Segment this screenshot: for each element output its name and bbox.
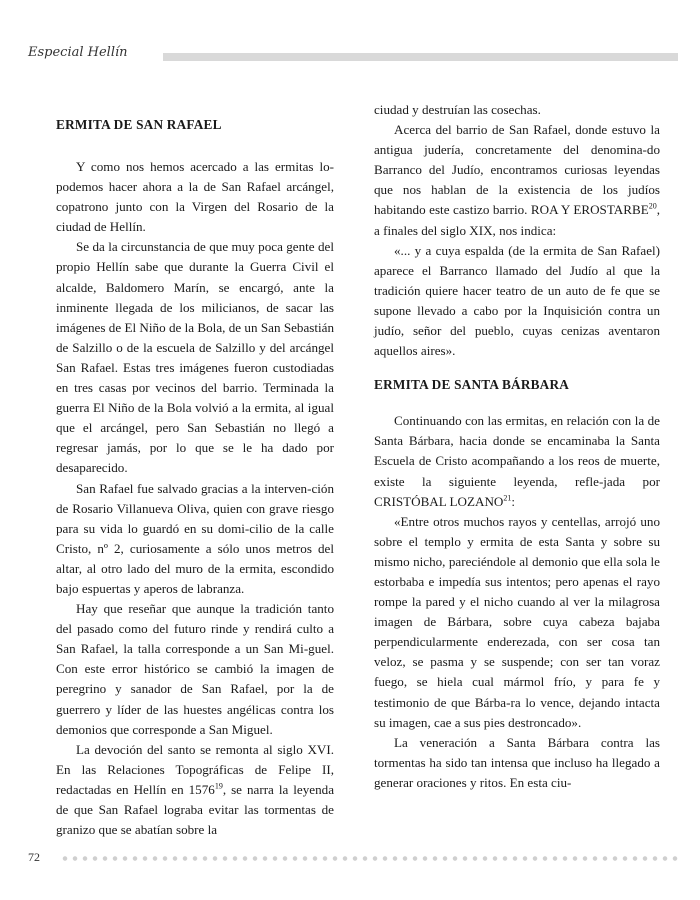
paragraph — [374, 120, 660, 241]
text-run: , se narra la leyenda de que San Rafael lograba evitar las tormentas de granizo que se abatían sobre la — [56, 781, 334, 838]
paragraph: Hay que reseñar que aunque la tradición tanto del pasado como del futuro rinde y rendirá culto a San Rafael, la talla corresponde a un San Mi-guel. Con este error histórico se cambió la imagen de peregrino y sanador de San Rafael, por la de guerrero y líder de las huestes angélicas contra los demonios que corresponde a San Miguel. — [56, 601, 334, 737]
paragraph — [56, 740, 334, 840]
quote: «Entre otros muchos rayos y centellas, arrojó uno sobre el templo y ermita de esta Santa y sobre su mismo nicho, pareciéndole al demonio que ella sola le estorbaba e impedía sus intentos; pero apenas el rayo rompe la pared y el nicho cuando al ver la milagrosa imagen de Bárbara, sobre cuya cabeza bajaba perpendicularmente enderezada, con ser cosa tan veloz, se pasma y se suspende; con ser tan voraz fuego, se hiela cual mármol frío, y para fe y testimonio de que Bárba-ra lo vence, dejando intacta su imagen, cae a sus pies destroncado». — [374, 513, 660, 730]
header-rule — [163, 53, 678, 61]
footnote-ref-21: 21 — [503, 493, 512, 503]
text-run: , a finales del siglo XIX, nos indica: — [374, 202, 660, 238]
right-column — [374, 100, 660, 793]
paragraph — [374, 411, 660, 511]
paragraph: Y como nos hemos acercado a las ermitas lo-podemos hacer ahora a la de San Rafael arcángel, copatrono junto con la Virgen del Rosario de la ciudad de Hellín. — [56, 159, 334, 235]
text-run: La devoción del santo se remonta al siglo XVI. En las Relaciones Topográficas de Felipe II, redactadas en Hellín en 1576 — [56, 741, 334, 797]
quote: «... y a cuya espalda (de la ermita de San Rafael) aparece el Barranco llamado del Judío al que la tradición quiere hacer teatro de un auto de fe que se supone llevado a cabo por la Inquisición contra un judío, señor del pueblo, cuyas cenizas aventaron aquellos aires». — [374, 242, 660, 359]
footnote-ref-19: 19 — [214, 781, 223, 791]
left-column — [56, 100, 334, 840]
text-run: Continuando con las ermitas, en relación con la de Santa Bárbara, hacia donde se encaminaba la Santa Escuela de Cristo acompañando a los reos de muerte, existe la siguiente leyenda, refle-jada por CRISTÓBAL LOZANO — [374, 413, 660, 509]
heading-santa-barbara: ERMITA DE SANTA BÁRBARA — [374, 377, 570, 393]
paragraph: Se da la circunstancia de que muy poca gente del propio Hellín sabe que durante la Guerra Civil el alcalde, Baldomero Marín, se encargó, ante la inminente llegada de los milicianos, de sacar las imágenes de El Niño de la Bola, de un San Sebastián de Salzillo o de la escuela de Salzillo y del arcángel San Rafael. Estas tres imágenes fueron custodiadas en tres casas por vecinos del barrio. Terminada la guerra El Niño de la Bola volvió a la ermita, al igual que el arcángel, pero San Sebastián no llegó a regresar jamás, por lo que se le ha dado por desaparecido. — [56, 239, 334, 476]
paragraph: La veneración a Santa Bárbara contra las tormentas ha sido tan intensa que incluso ha llegado a generar oraciones y ritos. En esta ciu- — [374, 734, 660, 790]
section-title: Especial Hellín — [28, 45, 128, 60]
page-number: 72 — [28, 850, 40, 864]
footer-dotted-rule — [60, 856, 678, 861]
text-run: Acerca del barrio de San Rafael, donde estuvo la antigua judería, concretamente del denomina-do Barranco del Judío, encontramos curiosas leyendas que nos hablan de la existencia de los judíos habitando este castizo barrio. ROA Y EROSTARBE — [374, 122, 660, 218]
page-footer — [28, 850, 678, 866]
page-header — [28, 45, 678, 69]
paragraph: ciudad y destruían las cosechas. — [374, 102, 541, 117]
footnote-ref-20: 20 — [648, 202, 657, 212]
paragraph: San Rafael fue salvado gracias a la interven-ción de Rosario Villanueva Oliva, quien con grave riesgo para su vida lo guardó en su domi-cilio de la calle Cristo, nº 2, curiosamente a sólo unos metros del altar, al otro lado del muro de la ermita, escondido bajo espuertas y aperos de labranza. — [56, 480, 334, 596]
heading-san-rafael: ERMITA DE SAN RAFAEL — [56, 117, 222, 132]
text-run: : — [511, 493, 515, 509]
